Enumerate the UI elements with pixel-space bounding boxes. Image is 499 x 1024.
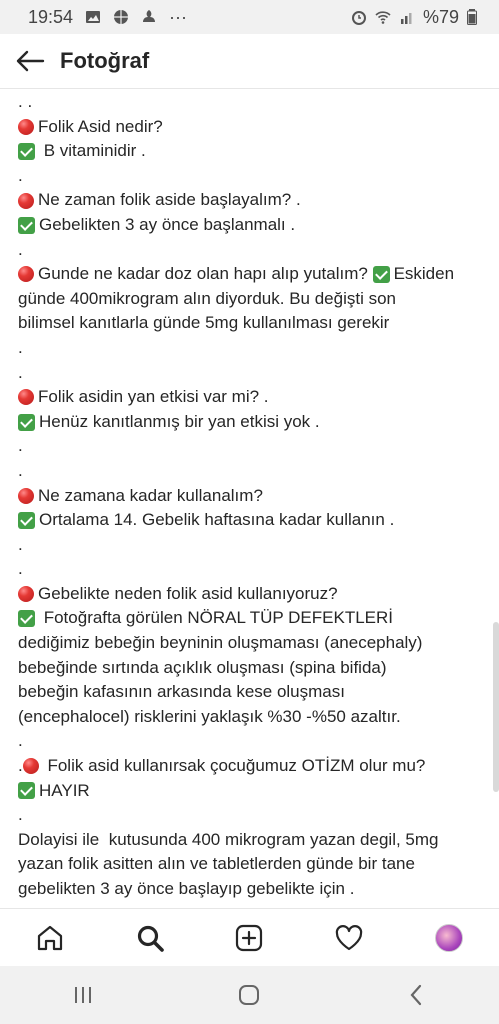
heart-icon	[334, 923, 364, 953]
wifi-icon	[375, 9, 391, 25]
caption-text: dediğimiz bebeğin beyninin oluşmaması (anecephaly)	[18, 633, 423, 653]
caption-text: . .	[18, 92, 33, 111]
caption-line	[18, 385, 488, 410]
caption-line	[18, 656, 488, 681]
caption-text: Gebelikten 3 ay önce başlanmalı .	[39, 214, 296, 234]
basketball-icon	[113, 9, 129, 25]
post-caption	[18, 90, 488, 906]
recent-apps-icon	[72, 985, 94, 1005]
caption-line	[18, 533, 488, 558]
caption-text: Henüz kanıtlanmış bir yan etkisi yok .	[39, 411, 320, 431]
check-mark-icon	[18, 414, 35, 431]
caption-line	[18, 557, 488, 582]
caption-text: günde 400mikrogram alın diyorduk. Bu değişti son	[18, 288, 396, 308]
caption-line	[18, 115, 488, 140]
battery-percent: %79	[422, 6, 459, 27]
caption-line	[18, 852, 488, 877]
check-mark-icon	[373, 266, 390, 283]
caption-text: Gunde ne kadar doz olan hapı alıp yutalım?	[38, 264, 373, 284]
system-navigation-bar	[0, 966, 499, 1024]
caption-text: Folik Asid nedir?	[38, 116, 163, 136]
page-title: Fotoğraf	[60, 48, 150, 73]
caption-line	[18, 434, 488, 459]
bottom-nav	[0, 908, 499, 967]
battery-icon	[467, 9, 477, 25]
caption-text: gebelikten 3 ay önce başlayıp gebelikte için .	[18, 879, 355, 898]
caption-text: Dolayisi ile kutusunda 400 mikrogram yazan degil, 5mg	[18, 829, 439, 849]
chevron-left-icon	[408, 984, 424, 1006]
nav-search-button[interactable]	[120, 909, 180, 967]
red-circle-icon	[18, 488, 34, 504]
check-mark-icon	[18, 217, 35, 234]
caption-text: bebeğinde sırtında açıklık oluşması (spina bifida)	[18, 657, 387, 677]
profile-avatar	[435, 924, 463, 952]
status-time: 19:54	[28, 6, 74, 27]
caption-text: .	[18, 436, 23, 456]
nav-activity-button[interactable]	[319, 909, 379, 967]
caption-text: Ne zaman folik aside başlayalım? .	[38, 190, 301, 210]
caption-line	[18, 262, 488, 287]
caption-text: .	[18, 731, 23, 751]
caption-line	[18, 90, 488, 115]
caption-text: yazan folik asitten alın ve tabletlerden günde bir tane	[18, 854, 415, 874]
caption-text: .	[18, 805, 23, 825]
caption-text: Eskiden	[393, 264, 455, 284]
nav-profile-button[interactable]	[419, 909, 479, 967]
caption-line	[18, 484, 488, 509]
caption-line	[18, 729, 488, 754]
red-circle-icon	[18, 193, 34, 209]
caption-line	[18, 361, 488, 386]
caption-line	[18, 188, 488, 213]
check-mark-icon	[18, 512, 35, 529]
caption-text: B vitaminidir .	[39, 141, 146, 161]
recent-apps-button[interactable]	[43, 966, 123, 1024]
caption-line	[18, 508, 488, 533]
scroll-indicator[interactable]	[493, 622, 499, 792]
search-icon	[135, 923, 165, 953]
caption-line	[18, 705, 488, 730]
system-back-button[interactable]	[376, 966, 456, 1024]
caption-line	[18, 631, 488, 656]
caption-text: HAYIR	[39, 780, 90, 800]
red-circle-icon	[18, 119, 34, 135]
caption-line	[18, 336, 488, 361]
caption-text: bilimsel kanıtlarla günde 5mg kullanılması gerekir	[18, 313, 390, 333]
caption-text: .	[18, 165, 23, 185]
app-header	[0, 34, 499, 89]
caption-text: Ortalama 14. Gebelik haftasına kadar kullanın .	[39, 510, 395, 530]
caption-line	[18, 459, 488, 484]
caption-text: .	[18, 337, 23, 357]
caption-line	[18, 828, 488, 853]
caption-line	[18, 213, 488, 238]
home-icon	[35, 923, 65, 953]
caption-text: Gebelikte neden folik asid kullanıyoruz?	[38, 583, 338, 603]
caption-line	[18, 779, 488, 804]
caption-text: (encephalocel) risklerini yaklaşık %30 -%50 azaltır.	[18, 706, 401, 726]
caption-line	[18, 754, 488, 779]
caption-line	[18, 139, 488, 164]
add-post-icon	[234, 923, 264, 953]
status-bar	[0, 0, 499, 34]
gallery-icon	[85, 9, 101, 25]
caption-line	[18, 606, 488, 631]
back-button[interactable]	[0, 34, 60, 88]
check-mark-icon	[18, 782, 35, 799]
home-system-button[interactable]	[209, 966, 289, 1024]
caption-line	[18, 877, 488, 902]
caption-text: .	[18, 460, 23, 480]
check-mark-icon	[18, 610, 35, 627]
more-notifications: ···	[169, 6, 188, 27]
caption-text: .	[18, 239, 23, 259]
caption-line	[18, 287, 488, 312]
caption-text: .	[18, 362, 23, 382]
signal-icon	[399, 9, 415, 25]
caption-text: Folik asidin yan etkisi var mi? .	[38, 387, 269, 407]
caption-line	[18, 582, 488, 607]
caption-line	[18, 164, 488, 189]
caption-text: Fotoğrafta görülen NÖRAL TÜP DEFEKTLERİ	[39, 608, 393, 628]
red-circle-icon	[18, 586, 34, 602]
red-circle-icon	[23, 758, 39, 774]
red-circle-icon	[18, 389, 34, 405]
caption-line	[18, 803, 488, 828]
back-arrow-icon	[15, 50, 45, 72]
alarm-icon	[351, 9, 367, 25]
check-mark-icon	[18, 143, 35, 160]
caption-text: bebeğin kafasının arkasında kese oluşması	[18, 682, 345, 702]
red-circle-icon	[18, 266, 34, 282]
caption-line	[18, 238, 488, 263]
nav-home-button[interactable]	[20, 909, 80, 967]
app-notification-icon	[141, 9, 157, 25]
caption-line	[18, 680, 488, 705]
caption-text: Ne zamana kadar kullanalım?	[38, 485, 263, 505]
home-circle-icon	[238, 984, 260, 1006]
caption-prefix: .	[18, 756, 23, 776]
caption-line	[18, 410, 488, 435]
caption-line	[18, 311, 488, 336]
caption-text: Folik asid kullanırsak çocuğumuz OTİZM olur mu?	[42, 756, 426, 776]
caption-text: .	[18, 559, 23, 579]
caption-text: .	[18, 534, 23, 554]
nav-new-post-button[interactable]	[219, 909, 279, 967]
